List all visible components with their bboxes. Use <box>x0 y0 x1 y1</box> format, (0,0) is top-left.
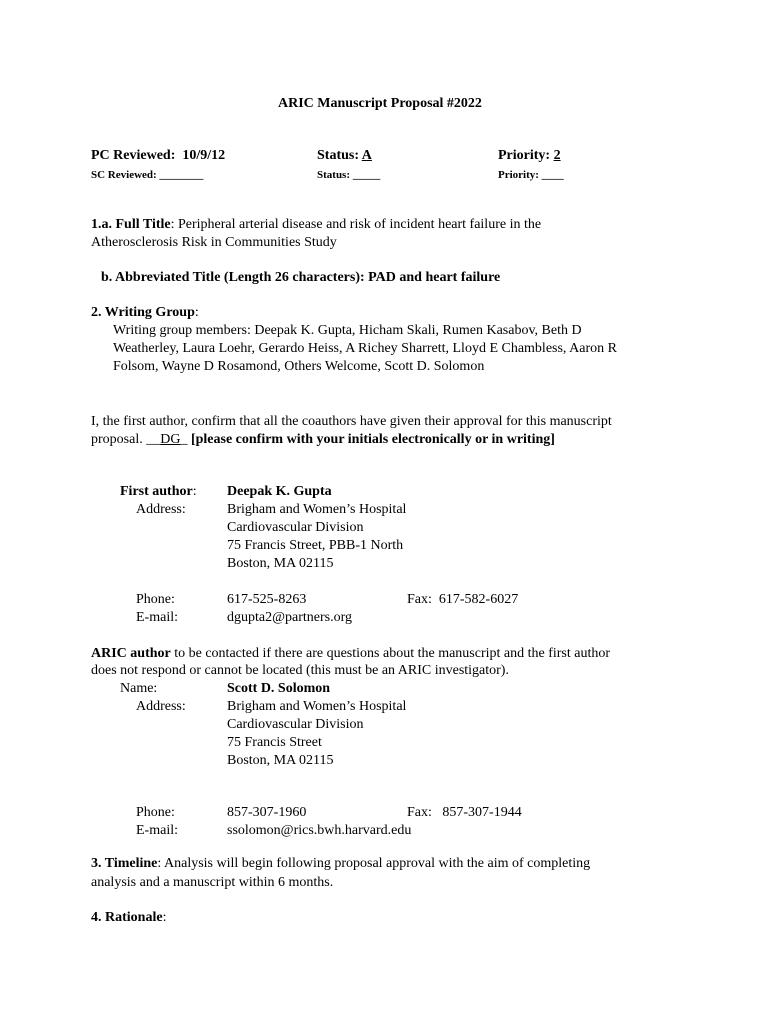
first-author-label: First author <box>120 484 193 499</box>
priority-label: Priority: <box>498 148 551 163</box>
first-author-name: Deepak K. Gupta <box>227 484 332 499</box>
aric-author-address-3: 75 Francis Street <box>227 735 322 750</box>
aric-author-phone: 857-307-1960 <box>227 805 307 820</box>
aric-author-phone-label: Phone: <box>136 805 175 820</box>
status <box>317 147 372 165</box>
first-author-phone-label: Phone: <box>136 592 175 607</box>
writing-group-line2: Weatherley, Laura Loehr, Gerardo Heiss, A Richey Sharrett, Lloyd E Chambless, Aaron R <box>113 341 617 356</box>
full-title-line2: Atherosclerosis Risk in Communities Study <box>91 235 337 250</box>
first-author-address-1: Brigham and Women’s Hospital <box>227 502 407 517</box>
timeline-text: : Analysis will begin following proposal approval with the aim of completing <box>157 856 591 871</box>
aric-author-email[interactable]: ssolomon@rics.bwh.harvard.edu <box>227 823 412 838</box>
first-author-email-label: E-mail: <box>136 610 178 625</box>
aric-author-address-4: Boston, MA 02115 <box>227 753 334 768</box>
first-author-address-3: 75 Francis Street, PBB-1 North <box>227 538 404 553</box>
timeline-line2: analysis and a manuscript within 6 months. <box>91 875 334 890</box>
status-value: A <box>361 148 372 163</box>
first-author-address-4: Boston, MA 02115 <box>227 556 334 571</box>
aric-author-desc-line1 <box>91 645 610 663</box>
confirm-initials: DG <box>160 432 181 447</box>
abbreviated-title-label: b. Abbreviated Title (Length 26 characters) <box>101 270 360 285</box>
sc-reviewed: SC Reviewed: ________ <box>91 169 204 181</box>
aric-author-email-label: E-mail: <box>136 823 178 838</box>
confirm-prefix: proposal. __ <box>91 432 161 447</box>
rationale-heading: 4. Rationale: <box>91 910 167 925</box>
aric-author-address-1: Brigham and Women’s Hospital <box>227 699 407 714</box>
priority <box>498 147 561 165</box>
aric-author-label: ARIC author <box>91 646 171 661</box>
first-author-fax-value: 617-582-6027 <box>438 592 519 607</box>
aric-author-name: Scott D. Solomon <box>227 681 331 696</box>
writing-group-label: 2. Writing Group <box>91 305 195 320</box>
first-author-phone: 617-525-8263 <box>227 592 307 607</box>
full-title-line1 <box>91 216 541 234</box>
abbreviated-title-value: : PAD and heart failure <box>360 270 501 285</box>
pc-reviewed-value: 10/9/12 <box>182 148 226 163</box>
aric-author-fax-label: Fax: <box>407 805 432 820</box>
writing-group-heading: 2. Writing Group: <box>91 305 199 320</box>
aric-author-address-2: Cardiovascular Division <box>227 717 364 732</box>
timeline-label: 3. Timeline <box>91 856 158 871</box>
confirm-suffix: _ <box>180 432 191 447</box>
rationale-label: 4. Rationale <box>91 910 163 925</box>
aric-author-desc: to be contacted if there are questions about the manuscript and the first author <box>170 646 611 661</box>
writing-group-line3: Folsom, Wayne D Rosamond, Others Welcome, Scott D. Solomon <box>113 359 485 374</box>
first-author-address-label: Address: <box>136 502 186 517</box>
confirm-line2 <box>91 431 555 449</box>
first-author-label-row: First author: <box>120 484 197 499</box>
first-author-address-2: Cardiovascular Division <box>227 520 364 535</box>
priority-blank: Priority: ____ <box>498 169 564 181</box>
priority-value: 2 <box>553 148 561 163</box>
aric-author-fax-value: 857-307-1944 <box>442 805 522 820</box>
full-title-label: 1.a. Full Title <box>91 217 171 232</box>
first-author-fax-label: Fax: <box>407 592 432 607</box>
abbreviated-title <box>101 269 500 287</box>
confirm-instruction: [please confirm with your initials electronically or in writing] <box>190 432 555 447</box>
document-title: ARIC Manuscript Proposal #2022 <box>278 96 482 111</box>
aric-author-name-label: Name: <box>120 681 158 696</box>
pc-reviewed <box>91 147 225 165</box>
pc-reviewed-label: PC Reviewed: <box>91 148 176 163</box>
full-title-text: : Peripheral arterial disease and risk of incident heart failure in the <box>170 217 542 232</box>
aric-author-fax <box>407 804 522 822</box>
timeline-line1 <box>91 855 590 873</box>
first-author-fax <box>407 591 518 609</box>
status-blank: Status: _____ <box>317 169 381 181</box>
writing-group-line1: Writing group members: Deepak K. Gupta, Hicham Skali, Rumen Kasabov, Beth D <box>113 323 582 338</box>
confirm-line1: I, the first author, confirm that all the coauthors have given their approval for this manuscript <box>91 414 612 429</box>
aric-author-desc-line2: does not respond or cannot be located (this must be an ARIC investigator). <box>91 663 509 678</box>
aric-author-address-label: Address: <box>136 699 186 714</box>
status-label: Status: <box>317 148 360 163</box>
first-author-email[interactable]: dgupta2@partners.org <box>227 610 352 625</box>
